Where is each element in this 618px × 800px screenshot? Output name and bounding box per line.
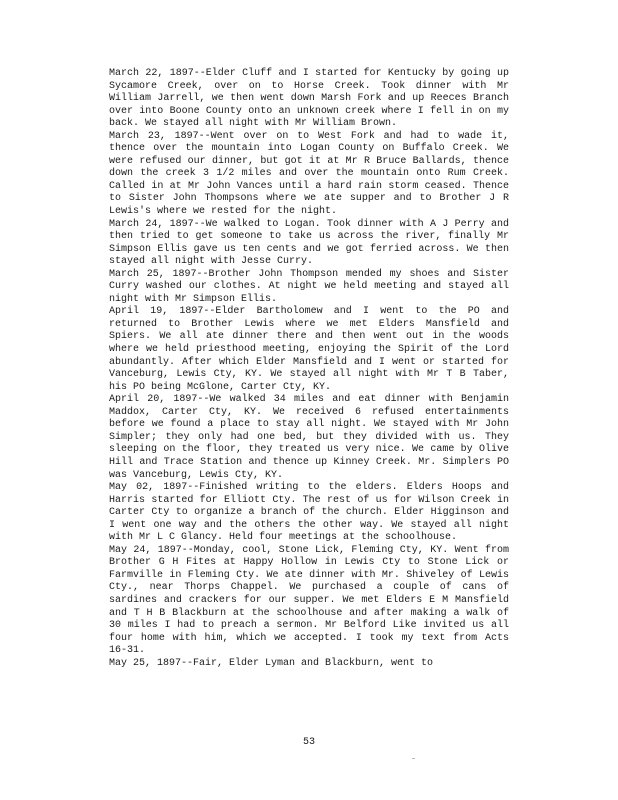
journal-entry-march-24: March 24, 1897--We walked to Logan. Took dinner with A J Perry and then tried to get someone to take us across the river, finally Mr Simpson Ellis gave us ten cents and we got ferried across. We then stayed all night with Jesse Curry. — [109, 218, 509, 268]
journal-entry-march-25: March 25, 1897--Brother John Thompson mended my shoes and Sister Curry washed our clothes. At night we held meeting and stayed all night with Mr Simpson Ellis. — [109, 268, 509, 305]
journal-entry-may-25: May 25, 1897--Fair, Elder Lyman and Blackburn, went to — [109, 657, 434, 669]
journal-entry-april-19: April 19, 1897--Elder Bartholomew and I went to the PO and returned to Brother Lewis where we met Elders Mansfield and Spiers. We all ate dinner there and then went out in the woods where we held priesthood meeting, enjoying the Spirit of the Lord abundantly. After which Elder Mansfield and I went or started for Vanceburg, Lewis Cty, KY. We stayed all night with Mr T B Taber, his PO being McGlone, Carter Cty, KY. — [109, 306, 509, 393]
journal-entry-may-02: May 02, 1897--Finished writing to the elders. Elders Hoops and Harris started for Elliott Cty. The rest of us for Wilson Creek in Carter Cty to organize a branch of the church. Elder Higginson and I went one way and the others the other way. We stayed all night with Mr L C Glancy. Held four meetings at the schoolhouse. — [109, 482, 509, 544]
journal-entry-march-22: March 22, 1897--Elder Cluff and I started for Kentucky by going up Sycamore Creek, over on to Horse Creek. Took dinner with Mr William Jarrell, we then went down Marsh Fork and up Reeces Branch over into Boone County onto an unknown creek where I fell in on my back. We stayed all night with Mr William Brown. — [109, 68, 509, 130]
journal-entry-april-20: April 20, 1897--We walked 34 miles and eat dinner with Benjamin Maddox, Carter Cty, KY. We received 6 refused entertainments before we found a place to stay all night. We stayed with Mr John Simpler; they only had one bed, but they divided with us. They sleeping on the floor, they treated us very nice. We came by Olive Hill and Trace Station and thence up Kinney Creek. Mr. Simplers PO was Vanceburg, Lewis Cty, KY. — [109, 394, 509, 481]
journal-entry-may-24: May 24, 1897--Monday, cool, Stone Lick, Fleming Cty, KY. Went from Brother G H Fites at Happy Hollow in Lewis Cty to Stone Lick or Farmville in Fleming Cty. We ate dinner with Mr. Shiveley of Lewis Cty., near Thorps Chappel. We purchased a couple of cans of sardines and crackers for our supper. We met Elders E M Mansfield and T H B Blackburn at the schoolhouse and after making a walk of 30 miles I had to preach a sermon. Mr Belford Like invited us all four home with him, which we accepted. I took my text from Acts 16-31. — [109, 544, 509, 657]
journal-entry-march-23: March 23, 1897--Went over on to West Fork and had to wade it, thence over the mountain into Logan County on Buffalo Creek. We were refused our dinner, but got it at Mr R Bruce Ballards, thence down the creek 3 1/2 miles and over the mountain onto Rum Creek. Called in at Mr John Vances until a hard rain storm ceased. Thence to Sister John Thompsons where we ate supper and to Brother J R Lewis's where we rested for the night. — [109, 130, 509, 218]
journal-text — [109, 68, 509, 670]
scan-speck — [412, 758, 415, 759]
page-number: 53 — [302, 737, 315, 748]
